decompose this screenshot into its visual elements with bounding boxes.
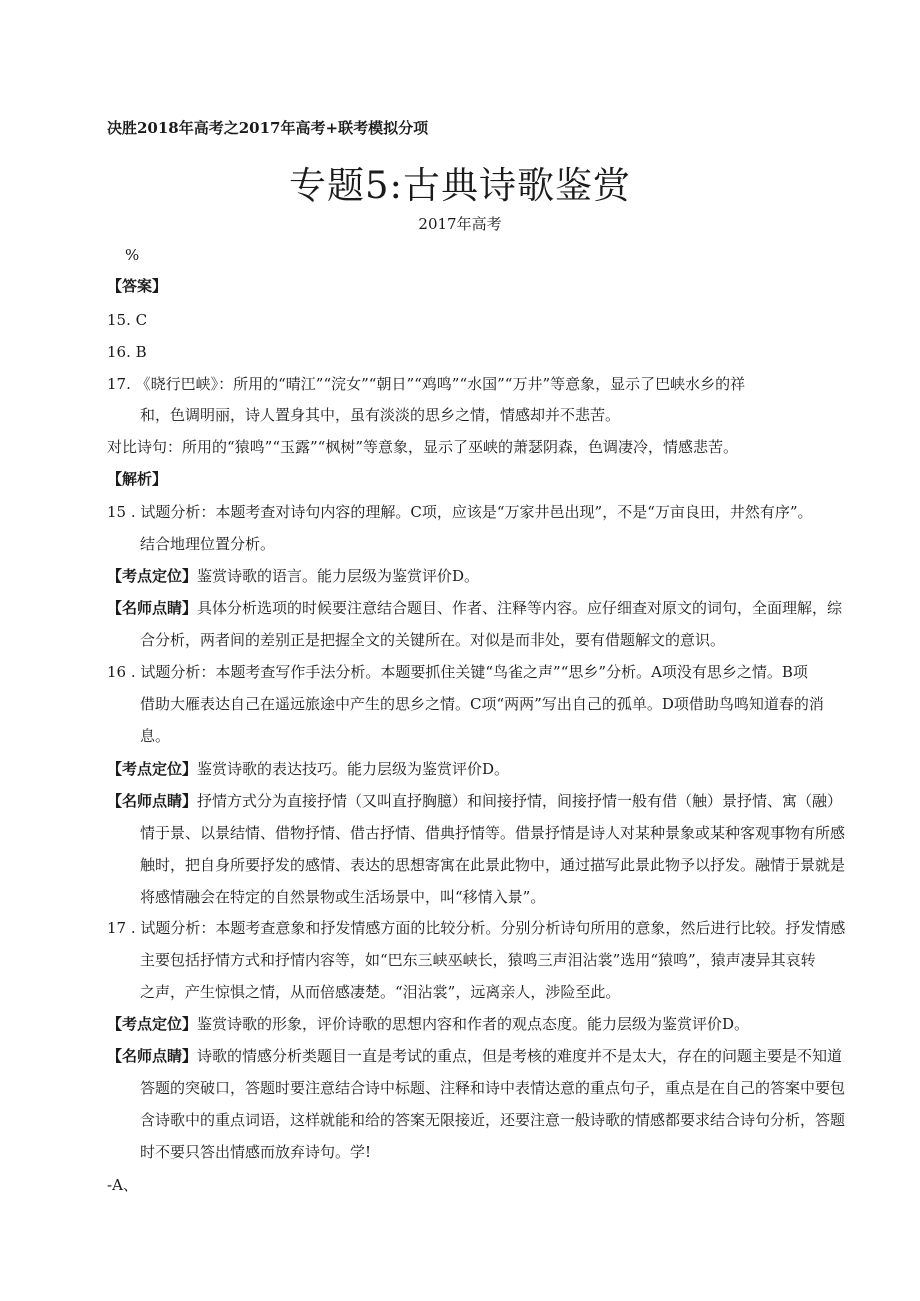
q17-tip-line: 含诗歌中的重点词语，这样就能和给的答案无限接近，还要注意一般诗歌的情感都要求结合诗句分析，答题 (140, 1111, 846, 1129)
tip-text: 诗歌的情感分析类题目一直是考试的重点，但是考核的难度并不是太大，存在的问题主要是不知道 (197, 1047, 843, 1065)
stray-mark: % (125, 246, 140, 264)
point-text: 鉴赏诗歌的形象，评价诗歌的思想内容和作者的观点态度。能力层级为鉴赏评价D。 (197, 1015, 750, 1033)
answer-17-line: 17. 《晓行巴峡》：所用的“晴江”“浣女”“朝日”“鸡鸣”“水国”“万井”等意象，显示了巴峡水乡的祥 (107, 375, 746, 393)
point-tag: 【考点定位】 (107, 567, 198, 585)
q16-analysis-line: 息。 (140, 727, 171, 745)
q16-analysis-line: 16 . 试题分析：本题考查写作手法分析。本题要抓住关键“鸟雀之声”“思乡”分析。A项没有思乡之情。B项 (107, 663, 808, 681)
footer-mark: -A、 (107, 1176, 138, 1194)
tip-tag: 【名师点睛】 (107, 792, 198, 810)
tip-text: 抒情方式分为直接抒情（又叫直抒胸臆）和间接抒情，间接抒情一般有借（触）景抒情、寓（融） (197, 792, 843, 810)
q16-tip-line: 触时，把自身所要抒发的感情、表达的思想寄寓在此景此物中，通过描写此景此物予以抒发。融情于景就是 (140, 856, 846, 874)
q17-tip-line: 答题的突破口，答题时要注意结合诗中标题、注释和诗中表情达意的重点句子，重点是在自己的答案中要包 (140, 1079, 846, 1097)
point-text: 鉴赏诗歌的语言。能力层级为鉴赏评价D。 (197, 567, 480, 585)
tip-tag: 【名师点睛】 (107, 599, 198, 617)
page-subtitle: 2017年高考 (418, 215, 502, 233)
answer-15: 15. C (107, 311, 148, 329)
tip-text: 具体分析选项的时候要注意结合题目、作者、注释等内容。应仔细查对原文的词句，全面理解，综 (197, 599, 843, 617)
tip-tag: 【名师点睛】 (107, 1047, 198, 1065)
answer-17-line: 和，色调明丽，诗人置身其中，虽有淡淡的思乡之情，情感却并不悲苦。 (140, 406, 621, 424)
analysis-heading: 【解析】 (107, 470, 168, 488)
q15-tip-line: 合分析，两者间的差别正是把握全文的关键所在。对似是而非处，要有借题解文的意识。 (140, 631, 726, 649)
q17-analysis-line: 17 . 试题分析：本题考查意象和抒发情感方面的比较分析。分别分析诗句所用的意象，然后进行比较。抒发情感 (107, 919, 846, 937)
q16-point (107, 759, 509, 779)
q17-analysis-line: 主要包括抒情方式和抒情内容等，如“巴东三峡巫峡长，猿鸣三声泪沾裳”选用“猿鸣”，猿声凄异其哀转 (140, 951, 816, 969)
q15-analysis-line: 结合地理位置分析。 (140, 535, 276, 553)
answer-17-line: 对比诗句：所用的“猿鸣”“玉露”“枫树”等意象，显示了巫峡的萧瑟阴森，色调凄冷，情感悲苦。 (107, 438, 739, 456)
q16-tip-line: 情于景、以景结情、借物抒情、借古抒情、借典抒情等。借景抒情是诗人对某种景象或某种客观事物有所感 (140, 824, 846, 842)
q16-analysis-line: 借助大雁表达自己在遥远旅途中产生的思乡之情。C项“两两”写出自己的孤单。D项借助鸟鸣知道春的消 (140, 695, 824, 713)
point-tag: 【考点定位】 (107, 760, 198, 778)
q17-tip-line: 时不要只答出情感而放弃诗句。学! (140, 1143, 372, 1161)
q17-analysis-line: 之声，产生惊惧之情，从而倍感凄楚。“泪沾裳”，远离亲人，涉险至此。 (140, 983, 621, 1001)
point-text: 鉴赏诗歌的表达技巧。能力层级为鉴赏评价D。 (197, 760, 510, 778)
q16-tip-line: 将感情融会在特定的自然景物或生活场景中，叫“移情入景”。 (140, 888, 546, 906)
point-tag: 【考点定位】 (107, 1015, 198, 1033)
q15-tip (107, 598, 842, 618)
q17-point (107, 1014, 749, 1034)
q16-tip (107, 791, 842, 811)
answer-16: 16. B (107, 343, 147, 361)
answer-heading: 【答案】 (107, 277, 168, 295)
q17-tip (107, 1046, 842, 1066)
q15-analysis-line: 15 . 试题分析：本题考查对诗句内容的理解。C项，应该是“万家井邑出现”，不是“万亩良田，井然有序”。 (107, 503, 813, 521)
document-header: 决胜2018年高考之2017年高考+联考模拟分项 (107, 119, 429, 137)
q15-point (107, 566, 479, 586)
page-title: 专题5:古典诗歌鉴赏 (288, 164, 631, 207)
